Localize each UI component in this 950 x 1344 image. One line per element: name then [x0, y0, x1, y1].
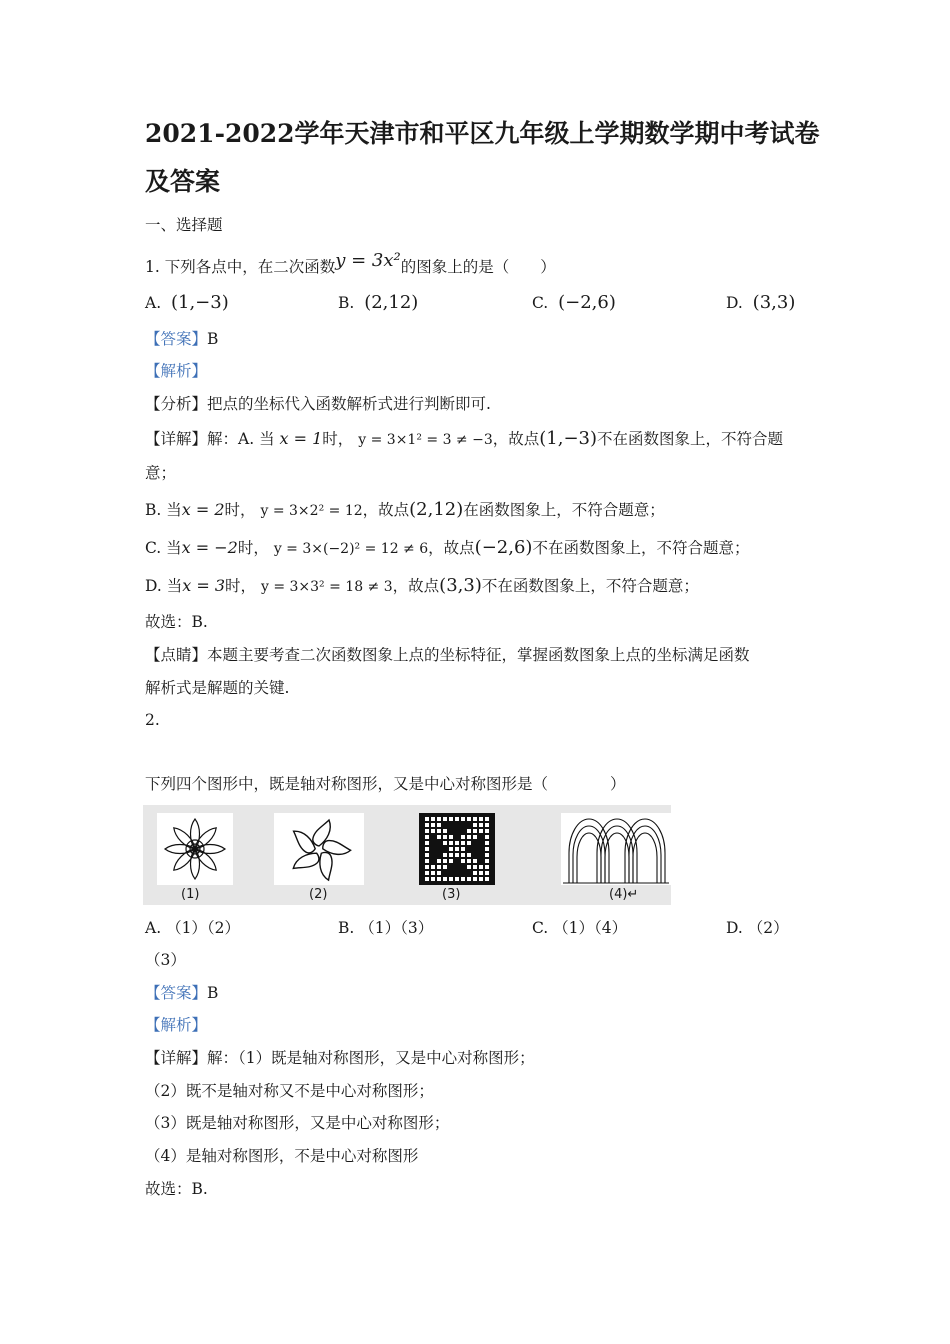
q1-option-d — [726, 292, 795, 314]
q1-detail-c — [145, 537, 749, 560]
q2-option-b — [338, 917, 433, 939]
q1-fenxi — [145, 393, 491, 415]
q1-answer-tag: 【答案】 — [145, 330, 208, 348]
q1-detail-c-pre: C. 当 — [145, 539, 182, 557]
q1-answer-value: B — [207, 330, 219, 348]
section-heading: 一、选择题 — [145, 216, 223, 234]
figure-2-pinwheel — [274, 813, 364, 885]
q1-option-d-label: D. — [726, 294, 743, 312]
q2-option-b-label: B. — [338, 919, 355, 937]
q1-option-c — [532, 292, 616, 314]
arches-icon — [561, 813, 671, 885]
q1-option-a — [145, 292, 229, 314]
q1-detail-a-post2: 不在函数图象上，不符合题 — [597, 430, 784, 448]
figure-4-arches — [561, 813, 671, 885]
q2-option-c-value: （1）（4） — [553, 919, 628, 937]
q1-detail-b — [145, 499, 665, 522]
q2-option-a-value: （1）（2） — [166, 919, 241, 937]
pinwheel-icon — [274, 813, 364, 885]
x-grid-icon — [419, 813, 495, 885]
q2-option-d-label: D. — [726, 919, 743, 937]
q1-dianjing — [145, 644, 750, 666]
document-title-line1: 2021-2022学年天津市和平区九年级上学期数学期中考试卷 — [145, 119, 820, 148]
q1-stem — [145, 250, 556, 278]
q1-detail-b-cond: x = 2 — [181, 500, 225, 519]
q2-option-d — [726, 917, 789, 939]
q2-answer-tag: 【答案】 — [145, 984, 208, 1002]
q1-detail-a-post1: ，故点 — [492, 430, 540, 448]
q1-fenxi-text: 把点的坐标代入函数解析式进行判断即可. — [207, 395, 491, 413]
figure-3-x-grid — [419, 813, 495, 885]
q1-detail-d-post1: ，故点 — [392, 577, 440, 595]
q1-option-b-label: B. — [338, 294, 355, 312]
q1-detail-a-cont: 意； — [145, 464, 177, 482]
q1-detail-d-point: (3,3) — [439, 575, 482, 596]
q1-detail-d-calc: y = 3×3² = 18 ≠ 3 — [260, 579, 393, 595]
q1-option-c-value: (−2,6) — [558, 292, 616, 313]
q1-option-b-value: (2,12) — [364, 292, 419, 313]
q1-answer — [145, 328, 218, 350]
q1-detail-b-point: (2,12) — [409, 499, 464, 520]
q2-option-a — [145, 917, 240, 939]
figure-1-flower — [157, 813, 233, 885]
q1-stem-math: y = 3x² — [335, 250, 401, 271]
q1-detail-b-post2: 在函数图象上，不符合题意； — [463, 501, 665, 519]
q2-option-c-label: C. — [532, 919, 549, 937]
q2-detail-3: （3）既是轴对称图形，又是中心对称图形； — [145, 1114, 450, 1132]
q1-stem-pre: 1. 下列各点中，在二次函数 — [145, 258, 336, 276]
q2-option-c — [532, 917, 627, 939]
q2-answer — [145, 982, 218, 1004]
q1-detail-b-mid: 时， — [224, 501, 256, 519]
q1-detail-d-pre: D. 当 — [145, 577, 183, 595]
flower-icon — [157, 813, 233, 885]
q1-option-a-value: (1,−3) — [170, 292, 229, 313]
q1-detail-c-calc: y = 3×(−2)² = 12 ≠ 6 — [273, 541, 429, 557]
q2-detail-4: （4）是轴对称图形，不是中心对称图形 — [145, 1147, 419, 1165]
q2-detail-tag: 【详解】 — [145, 1049, 208, 1067]
q2-detail-1 — [145, 1047, 535, 1069]
q1-dianjing-text-2: 解析式是解题的关键. — [145, 679, 290, 697]
q1-detail-c-post1: ，故点 — [428, 539, 475, 557]
q1-detail-b-post1: ，故点 — [362, 501, 410, 519]
q2-analysis-tag: 【解析】 — [145, 1016, 208, 1034]
q1-option-a-label: A. — [145, 294, 162, 312]
q1-detail-c-cond: x = −2 — [181, 538, 238, 557]
q1-detail-c-mid: 时， — [237, 539, 269, 557]
q1-conclusion: 故选：B. — [145, 613, 208, 631]
figure-4-label: (4)↵ — [609, 887, 639, 902]
q2-conclusion: 故选：B. — [145, 1180, 208, 1198]
document-title-line2: 及答案 — [145, 167, 221, 196]
q1-detail-a — [145, 428, 783, 451]
q2-detail-1-text: 解：（1）既是轴对称图形，又是中心对称图形； — [207, 1049, 535, 1067]
q2-answer-value: B — [207, 984, 219, 1002]
figure-1-label: (1) — [181, 887, 200, 902]
q1-detail-d-cond: x = 3 — [182, 576, 226, 595]
q1-detail-d — [145, 575, 699, 598]
q2-figure-panel — [143, 805, 671, 905]
q2-detail-2: （2）既不是轴对称又不是中心对称图形； — [145, 1082, 434, 1100]
q2-number: 2. — [145, 711, 160, 729]
q1-detail-a-pre: 解：A. 当 — [207, 430, 275, 448]
q2-option-d-cont: （3） — [145, 951, 186, 969]
q1-detail-d-post2: 不在函数图象上，不符合题意； — [481, 577, 699, 595]
q1-detail-d-mid: 时， — [225, 577, 257, 595]
q1-detail-a-calc: y = 3×1² = 3 ≠ −3 — [358, 432, 493, 448]
q2-option-a-label: A. — [145, 919, 162, 937]
q1-dianjing-text-1: 本题主要考查二次函数图象上点的坐标特征，掌握函数图象上点的坐标满足函数 — [207, 646, 750, 664]
q1-stem-post: 的图象上的是（ ） — [400, 258, 556, 276]
q1-detail-tag: 【详解】 — [145, 430, 208, 448]
q1-detail-c-point: (−2,6) — [474, 537, 533, 558]
q1-detail-b-pre: B. 当 — [145, 501, 182, 519]
q1-fenxi-tag: 【分析】 — [145, 395, 208, 413]
q1-detail-a-point: (1,−3) — [539, 428, 598, 449]
q2-option-b-value: （1）（3） — [359, 919, 434, 937]
figure-3-label: (3) — [442, 887, 461, 902]
q1-analysis-tag: 【解析】 — [145, 362, 208, 380]
q1-option-d-value: (3,3) — [752, 292, 796, 313]
q2-stem: 下列四个图形中，既是轴对称图形，又是中心对称图形是（ ） — [145, 775, 626, 793]
q1-detail-c-post2: 不在函数图象上，不符合题意； — [532, 539, 750, 557]
q2-option-d-value: （2） — [747, 919, 789, 937]
q1-dianjing-tag: 【点睛】 — [145, 646, 208, 664]
q1-option-c-label: C. — [532, 294, 549, 312]
q1-detail-a-cond: x = 1 — [279, 429, 323, 448]
figure-2-label: (2) — [309, 887, 328, 902]
q1-detail-a-mid: 时， — [322, 430, 354, 448]
q1-detail-b-calc: y = 3×2² = 12 — [260, 503, 363, 519]
q1-option-b — [338, 292, 418, 314]
